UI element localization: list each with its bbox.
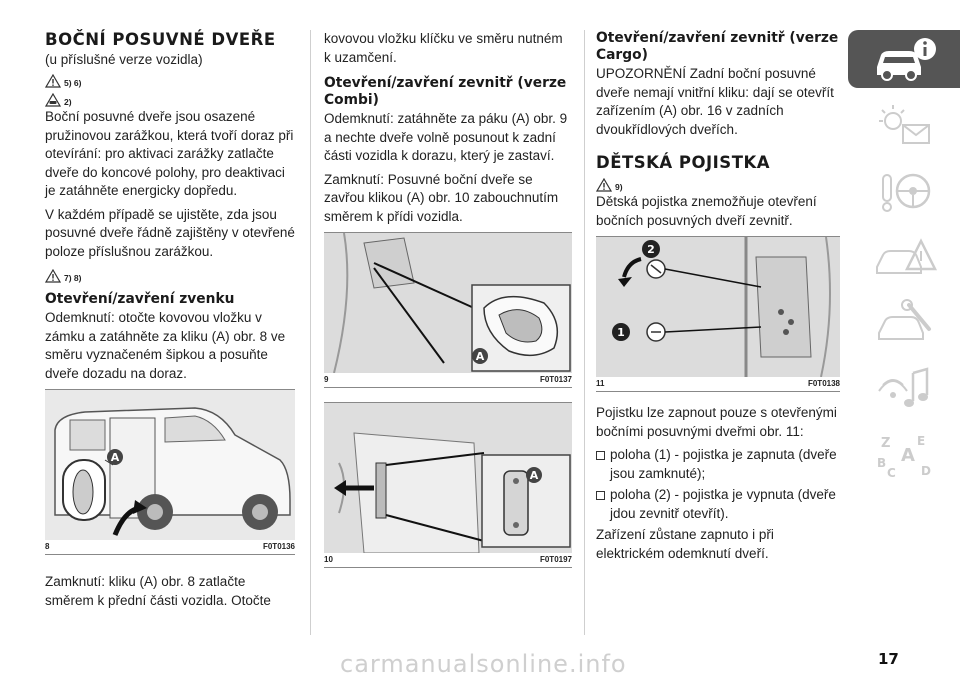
heading-open-outside: Otevření/zavření zvenku [45, 291, 235, 307]
figure-number: 11 [596, 379, 605, 388]
paragraph: UPOZORNĚNÍ Zadní boční posuvné dveře nemají vnitřní kliku: dají se otevřít zařízením (A) obr. 16 v zadních dvoukřídlových dveřích. [596, 66, 834, 137]
index-letter: Z [881, 436, 891, 451]
list-item [596, 486, 840, 523]
nav-tab-vehicle-info[interactable] [848, 30, 960, 88]
figure-number: 10 [324, 555, 333, 564]
van-side-door-illustration [45, 390, 295, 540]
index-letter: B [877, 456, 887, 470]
figure-number: 8 [45, 542, 50, 551]
key-steering-icon [869, 167, 939, 215]
emergency-triangle-icon [869, 233, 939, 281]
paragraph: Odemknutí: zatáhněte za páku (A) obr. 9 a nechte dveře volně posunout k zadní části vozidla k dorazu, který je zastaví. [324, 111, 568, 163]
caution-ref-text: 2) [64, 97, 72, 107]
heading-open-inside-combi: Otevření/zavření zevnitř (verze Combi) [324, 75, 567, 108]
paragraph: Zařízení zůstane zapnuto i při elektrickém odemknutí dveří. [596, 527, 774, 561]
figure-number: 9 [324, 375, 329, 384]
figure-caption [45, 540, 295, 555]
multimedia-music-icon [869, 365, 939, 413]
figure-code: F0T0197 [539, 555, 572, 564]
nav-tab-emergency[interactable] [848, 228, 960, 286]
warning-reference [45, 71, 295, 88]
figure-code: F0T0136 [262, 542, 295, 551]
warning-triangle-icon [45, 269, 61, 283]
paragraph: Odemknutí: otočte kovovou vložku v zámku a zatáhněte za kliku (A) obr. 8 ve směru vyznačeném šipkou a posuňte dveře dozadu na doraz. [45, 310, 286, 381]
callout-letter-a: A [475, 350, 485, 363]
alphabetical-index-icon [869, 431, 939, 479]
callout-number-1: 1 [617, 326, 625, 339]
version-note: (u příslušné verze vozidla) [45, 52, 203, 67]
warning-triangle-icon [45, 74, 61, 88]
list-item [596, 446, 840, 483]
dashboard-lights-icon [869, 101, 939, 149]
figure-caption [324, 553, 572, 568]
warning-ref-text: 5) 6) [64, 78, 82, 88]
list-item-text: poloha (1) - pojistka je zapnuta (dveře jsou zamknuté); [610, 447, 837, 481]
bullet-square-icon [596, 491, 605, 500]
figure-code: F0T0138 [807, 379, 840, 388]
paragraph: Zamknutí: kliku (A) obr. 8 zatlačte směrem k přední části vozidla. Otočte [45, 574, 271, 608]
warning-reference [596, 175, 840, 192]
index-letter: D [921, 464, 931, 478]
callout-letter-a: A [529, 469, 539, 482]
maintenance-wrench-icon [869, 299, 939, 347]
interior-handle-illustration [324, 233, 572, 373]
warning-reference [45, 266, 295, 283]
car-info-icon [869, 35, 939, 83]
paragraph: Dětská pojistka znemožňuje otevření bočních posuvných dveří zevnitř. [596, 194, 817, 228]
child-lock-illustration [596, 237, 840, 377]
figure-8 [45, 389, 295, 555]
section-title-sliding-doors: BOČNÍ POSUVNÉ DVEŘE [45, 30, 276, 49]
paragraph: Zamknutí: Posuvné boční dveře se zavřou klikou (A) obr. 10 zabouchnutím směrem k přídi vozidla. [324, 171, 559, 224]
door-closing-handle-illustration [324, 403, 572, 553]
warning-ref-text: 9) [615, 182, 623, 192]
nav-tab-index[interactable] [848, 426, 960, 484]
index-letter: E [917, 434, 926, 448]
paragraph: Boční posuvné dveře jsou osazené pružinovou zarážkou, která tvoří doraz při otevírání: pro aktivaci zarážky zatlačte dveře do koncové polohy, pro deaktivaci je zatáhněte energicky dopředu. [45, 109, 294, 198]
bullet-square-icon [596, 451, 605, 460]
heading-open-inside-cargo: Otevření/zavření zevnitř (verze Cargo) [596, 30, 839, 63]
chapter-nav [848, 30, 960, 492]
callout-letter-a: A [110, 451, 120, 464]
warning-ref-text: 7) 8) [64, 273, 82, 283]
figure-caption [324, 373, 572, 388]
nav-tab-multimedia[interactable] [848, 360, 960, 418]
figure-code: F0T0137 [539, 375, 572, 384]
page-number: 17 [878, 650, 899, 668]
list-item-text: poloha (2) - pojistka je vypnuta (dveře jdou zevnitř otevřít). [610, 487, 836, 521]
paragraph: kovovou vložku klíčku ve směru nutném k uzamčení. [324, 31, 563, 65]
caution-car-icon [45, 93, 61, 107]
paragraph: V každém případě se ujistěte, zda jsou posuvné dveře řádně zajištěny v otevřené poloze příslušnou zarážkou. [45, 206, 295, 259]
nav-tab-starting-driving[interactable] [848, 162, 960, 220]
warning-triangle-icon [596, 178, 612, 192]
nav-tab-maintenance[interactable] [848, 294, 960, 352]
index-letter: C [887, 466, 896, 479]
nav-tab-dashboard[interactable] [848, 96, 960, 154]
figure-10 [324, 402, 572, 568]
paragraph: Pojistku lze zapnout pouze s otevřenými bočními posuvnými dveřmi obr. 11: [596, 405, 837, 439]
watermark: carmanualsonline.info [340, 650, 627, 678]
callout-number-2: 2 [647, 243, 655, 256]
figure-9 [324, 232, 572, 388]
figure-11 [596, 236, 840, 392]
column-3 [596, 30, 840, 568]
column-divider [584, 30, 585, 635]
column-2 [324, 30, 572, 568]
figure-caption [596, 377, 840, 392]
index-letter: A [901, 445, 915, 466]
caution-reference [45, 90, 295, 107]
column-divider [310, 30, 311, 635]
column-1 [45, 30, 295, 615]
section-title-child-lock: DĚTSKÁ POJISTKA [596, 153, 770, 172]
